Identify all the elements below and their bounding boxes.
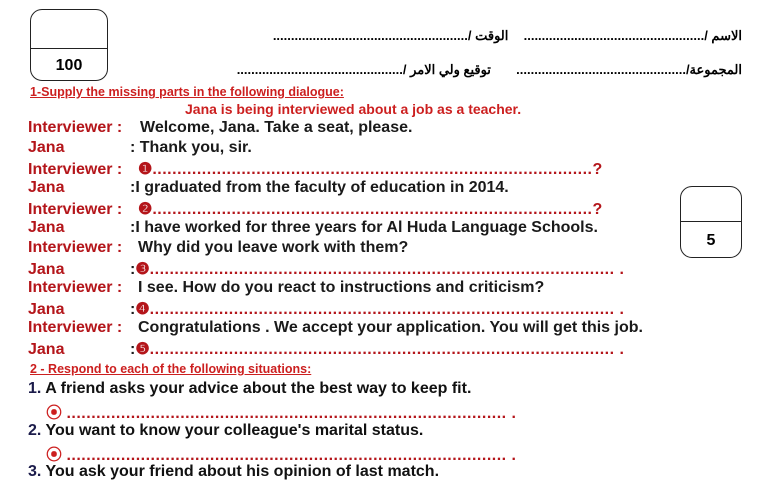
speaker-interviewer: Interviewer : bbox=[28, 119, 123, 136]
time-field[interactable]: ...................................................... bbox=[272, 28, 468, 43]
total-score-box bbox=[30, 9, 108, 81]
dialogue-line-5 bbox=[28, 199, 603, 219]
speaker-jana: Jana bbox=[28, 301, 65, 318]
dialogue-text: : Thank you, sir. bbox=[130, 139, 252, 156]
dialogue-text: Congratulations . We accept your application. You will get this job. bbox=[138, 319, 643, 336]
speaker-jana: Jana bbox=[28, 341, 65, 358]
header-line-2 bbox=[120, 62, 742, 78]
section-1-subtitle: Jana is being interviewed about a job as a teacher. bbox=[185, 101, 522, 117]
situation-number: 1. bbox=[28, 380, 42, 397]
dialogue-line-2 bbox=[28, 139, 252, 157]
answer-blank-2[interactable]: .........................................................................................? bbox=[152, 201, 603, 218]
dialogue-text: :I have worked for three years for Al Huda Language Schools. bbox=[130, 219, 598, 236]
number-3-icon: ❸ bbox=[135, 261, 150, 278]
bullet-icon: ⦿ bbox=[46, 447, 63, 464]
colon: : bbox=[130, 301, 136, 318]
dialogue-text: I see. How do you react to instructions and criticism? bbox=[138, 279, 545, 296]
header-line-1 bbox=[112, 28, 742, 44]
score-box-divider bbox=[681, 221, 741, 222]
dialogue-line-10 bbox=[28, 299, 624, 319]
dialogue-line-6 bbox=[28, 219, 598, 237]
colon: : bbox=[130, 341, 136, 358]
time-label: الوقت / bbox=[467, 28, 509, 43]
response-blank-1[interactable]: ......................................................................................... . bbox=[66, 405, 517, 422]
answer-blank-1[interactable]: .........................................................................................? bbox=[152, 161, 603, 178]
situation-text: You ask your friend about his opinion of last match. bbox=[45, 463, 440, 480]
score-box-divider bbox=[31, 48, 107, 49]
dialogue-line-7 bbox=[28, 239, 408, 257]
section-1-score: 5 bbox=[706, 232, 716, 249]
response-line-2 bbox=[46, 442, 517, 465]
situation-number: 3. bbox=[28, 463, 42, 480]
number-5-icon: ❺ bbox=[135, 341, 150, 358]
number-4-icon: ❹ bbox=[135, 301, 150, 318]
situation-text: You want to know your colleague's marital status. bbox=[45, 422, 424, 439]
name-label: الاسم / bbox=[704, 28, 742, 43]
group-field[interactable]: ............................................... bbox=[516, 62, 686, 77]
guardian-signature-field[interactable]: .............................................. bbox=[236, 62, 403, 77]
dialogue-text: Welcome, Jana. Take a seat, please. bbox=[140, 119, 413, 136]
bullet-icon: ⦿ bbox=[46, 405, 63, 422]
situation-1 bbox=[28, 380, 471, 398]
speaker-jana: Jana bbox=[28, 179, 65, 196]
speaker-jana: Jana bbox=[28, 261, 65, 278]
speaker-jana: Jana bbox=[28, 139, 65, 156]
situation-number: 2. bbox=[28, 422, 42, 439]
dialogue-line-3 bbox=[28, 159, 603, 179]
guardian-signature-label: توقيع ولي الامر / bbox=[402, 62, 491, 77]
section-1-title: 1-Supply the missing parts in the following dialogue: bbox=[30, 85, 344, 99]
colon: : bbox=[130, 261, 136, 278]
dialogue-line-12 bbox=[28, 339, 624, 359]
response-blank-2[interactable]: ......................................................................................... . bbox=[66, 447, 517, 464]
answer-blank-5[interactable]: .............................................................................................. . bbox=[149, 341, 625, 358]
situation-3 bbox=[28, 463, 439, 481]
dialogue-line-1 bbox=[28, 119, 412, 137]
speaker-jana: Jana bbox=[28, 219, 65, 236]
answer-blank-3[interactable]: .............................................................................................. . bbox=[149, 261, 625, 278]
dialogue-text: :I graduated from the faculty of education in 2014. bbox=[130, 179, 509, 196]
dialogue-line-4 bbox=[28, 179, 509, 197]
section-2-title: 2 - Respond to each of the following situations: bbox=[30, 362, 312, 376]
speaker-interviewer: Interviewer : bbox=[28, 201, 123, 218]
dialogue-text: Why did you leave work with them? bbox=[138, 239, 409, 256]
situation-text: A friend asks your advice about the best way to keep fit. bbox=[45, 380, 472, 397]
dialogue-line-8 bbox=[28, 259, 624, 279]
answer-blank-4[interactable]: .............................................................................................. . bbox=[149, 301, 625, 318]
response-line-1 bbox=[46, 400, 517, 423]
dialogue-line-11 bbox=[28, 319, 643, 337]
name-field[interactable]: .................................................. bbox=[523, 28, 705, 43]
speaker-interviewer: Interviewer : bbox=[28, 239, 123, 256]
section-1-score-box bbox=[680, 186, 742, 258]
speaker-interviewer: Interviewer : bbox=[28, 319, 123, 336]
number-1-icon: ❶ bbox=[138, 161, 153, 178]
dialogue-line-9 bbox=[28, 279, 544, 297]
group-label: المجموعة/ bbox=[685, 62, 742, 77]
speaker-interviewer: Interviewer : bbox=[28, 279, 123, 296]
situation-2 bbox=[28, 422, 423, 440]
number-2-icon: ❷ bbox=[138, 201, 153, 218]
speaker-interviewer: Interviewer : bbox=[28, 161, 123, 178]
total-score: 100 bbox=[55, 57, 83, 74]
